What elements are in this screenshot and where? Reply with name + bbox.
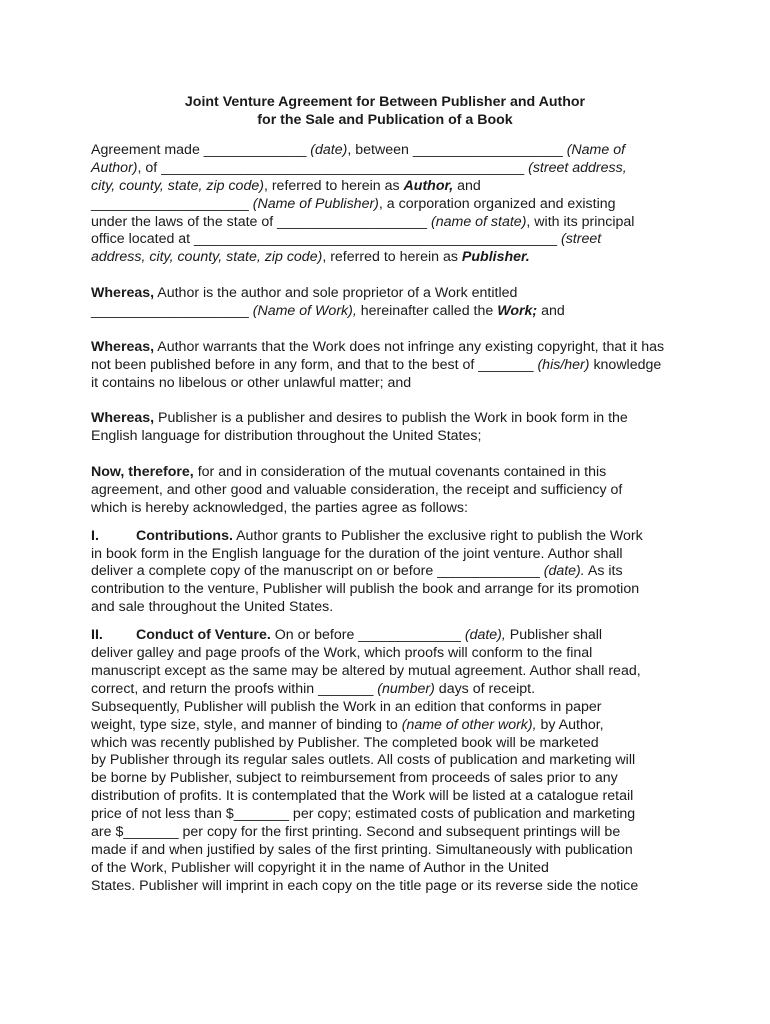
text-line (91, 860, 711, 878)
text-run: by Publisher through its regular sales outlets. All costs of publication and marketing will (91, 752, 636, 769)
text-run: (number) (377, 680, 435, 697)
text-run: in book form in the English language for the duration of the joint venture. Author shall (91, 545, 623, 562)
text-run: of the Work, Publisher will copyright it in the name of Author in the United (91, 859, 549, 876)
text-run: (date) (310, 142, 348, 158)
section-contributions (91, 528, 711, 617)
text-line (91, 178, 711, 196)
text-line (91, 285, 711, 303)
text-run: (name of state) (431, 213, 527, 230)
text-run: Author grants to Publisher the exclusive right to publish the Work (232, 527, 643, 544)
intro-paragraph (91, 142, 711, 267)
text-run: (Name of (566, 142, 626, 158)
text-run: agreement, and other good and valuable consideration, the receipt and sufficiency of (91, 481, 623, 498)
section-conduct-of-venture (91, 627, 711, 895)
text-run: , between ___________________ (347, 142, 567, 158)
text-line (91, 663, 711, 681)
document-title (0, 94, 770, 130)
text-line (91, 878, 711, 896)
text-line (91, 735, 711, 753)
text-run: Author warrants that the Work does not infringe any existing copyright, that it has (154, 338, 665, 355)
text-line (91, 627, 711, 645)
text-run: contribution to the venture, Publisher will publish the book and arrange for its promotion (91, 581, 640, 598)
text-run: by Author, (536, 716, 604, 733)
text-line (91, 581, 711, 599)
text-line (91, 464, 711, 482)
text-line (91, 528, 711, 546)
text-run: (Name of Work), (252, 303, 357, 320)
title-line-2: for the Sale and Publication of a Book (257, 111, 513, 128)
text-run: days of receipt. (434, 680, 536, 697)
text-line (91, 599, 711, 617)
whereas-paragraph-3 (91, 410, 711, 446)
text-line (91, 788, 711, 806)
title-line-1: Joint Venture Agreement for Between Publisher and Author (184, 94, 586, 110)
text-line (91, 500, 711, 518)
text-run: made if and when justified by sales of the first printing. Simultaneously with publication (91, 841, 633, 858)
text-line (91, 824, 711, 842)
text-line (91, 563, 711, 581)
text-run: deliver galley and page proofs of the Work, which proofs will conform to the final (91, 645, 593, 662)
text-run: (name of other work), (401, 716, 537, 733)
text-run: which was recently published by Publisher. The completed book will be marketed (91, 734, 599, 751)
text-line (91, 249, 711, 267)
document-body (91, 142, 711, 896)
text-line (91, 339, 711, 357)
whereas-paragraph-1 (91, 285, 711, 321)
text-run: States. Publisher will imprint in each copy on the title page or its reverse side the notice (91, 877, 639, 894)
text-run: (street (560, 231, 602, 248)
text-run: Author, (403, 177, 454, 194)
section-number: I. (91, 527, 99, 544)
text-run: (his/her) (537, 356, 590, 373)
text-line (91, 196, 711, 214)
text-run: be borne by Publisher, subject to reimbursement from proceeds of sales prior to any (91, 770, 618, 787)
text-line (91, 428, 711, 446)
text-run: ____________________ (91, 303, 253, 320)
text-line (91, 842, 711, 860)
now-therefore-paragraph (91, 464, 711, 518)
text-run: On or before _____________ (270, 627, 465, 644)
text-run: , with its principal (526, 213, 635, 230)
text-run: address, city, county, state, zip code) (91, 249, 323, 266)
text-run: knowledge (589, 356, 662, 373)
text-run: and (453, 177, 481, 194)
text-run: and (537, 303, 565, 320)
section-number: II. (91, 627, 103, 644)
text-run: , a corporation organized and existing (378, 195, 616, 212)
text-run: Contributions. (136, 527, 233, 544)
text-line (91, 142, 711, 160)
text-run: are $_______ per copy for the first printing. Second and subsequent printings will be (91, 823, 621, 840)
text-line (91, 717, 711, 735)
text-line (91, 645, 711, 663)
text-line (91, 214, 711, 232)
text-run: , referred to herein as (322, 249, 462, 266)
text-line (91, 231, 711, 249)
text-line (91, 410, 711, 428)
text-line (91, 160, 711, 178)
text-run: (street address, (528, 159, 627, 176)
text-run: Publisher shall (505, 627, 603, 644)
text-run: price of not less than $_______ per copy; estimated costs of publication and marketing (91, 806, 636, 823)
text-line (91, 770, 711, 788)
text-run: Author) (91, 159, 138, 176)
text-line (91, 546, 711, 564)
text-run: hereinafter called the (356, 303, 498, 320)
text-run: ____________________ (91, 195, 253, 212)
text-line (91, 699, 711, 717)
text-run: Now, therefore, (91, 464, 194, 481)
text-run: office located at ______________________________________________ (91, 231, 561, 248)
text-run: not been published before in any form, and that to the best of _______ (91, 356, 538, 373)
text-run: Author is the author and sole proprietor of a Work entitled (154, 285, 518, 302)
text-run: it contains no libelous or other unlawful matter; and (91, 374, 412, 391)
text-run: under the laws of the state of ___________________ (91, 213, 431, 230)
text-run: (date). (543, 563, 585, 580)
text-line (91, 681, 711, 699)
text-line (91, 482, 711, 500)
text-run: Whereas, (91, 410, 155, 427)
text-run: Whereas, (91, 285, 155, 302)
text-run: , of ______________________________________________ (137, 159, 529, 176)
text-run: for and in consideration of the mutual covenants contained in this (193, 464, 607, 481)
text-run: English language for distribution throughout the United States; (91, 428, 482, 445)
text-run: correct, and return the proofs within _______ (91, 680, 378, 697)
text-run: Work; (497, 303, 538, 320)
text-run: Subsequently, Publisher will publish the Work in an edition that conforms in paper (91, 698, 602, 715)
text-run: Publisher. (461, 249, 530, 266)
text-line (91, 375, 711, 393)
text-line (91, 303, 711, 321)
text-run: (Name of Publisher) (252, 195, 379, 212)
text-line (91, 806, 711, 824)
text-run: which is hereby acknowledged, the parties agree as follows: (91, 499, 468, 516)
text-run: manuscript except as the same may be altered by mutual agreement. Author shall read, (91, 662, 641, 679)
text-run: deliver a complete copy of the manuscript on or before _____________ (91, 563, 544, 580)
text-run: (date), (464, 627, 506, 644)
text-run: and sale throughout the United States. (91, 599, 334, 616)
whereas-paragraph-2 (91, 339, 711, 393)
text-run: Publisher is a publisher and desires to publish the Work in book form in the (154, 410, 628, 427)
text-run: city, county, state, zip code) (91, 177, 264, 194)
text-line (91, 357, 711, 375)
text-line (91, 752, 711, 770)
text-run: weight, type size, style, and manner of binding to (91, 716, 402, 733)
text-run: , referred to herein as (263, 177, 404, 194)
text-run: Agreement made _____________ (91, 142, 311, 158)
text-run: Whereas, (91, 338, 155, 355)
text-run: As its (584, 563, 623, 580)
text-run: distribution of profits. It is contemplated that the Work will be listed at a catalogue retail (91, 788, 634, 805)
text-run: Conduct of Venture. (136, 627, 271, 644)
